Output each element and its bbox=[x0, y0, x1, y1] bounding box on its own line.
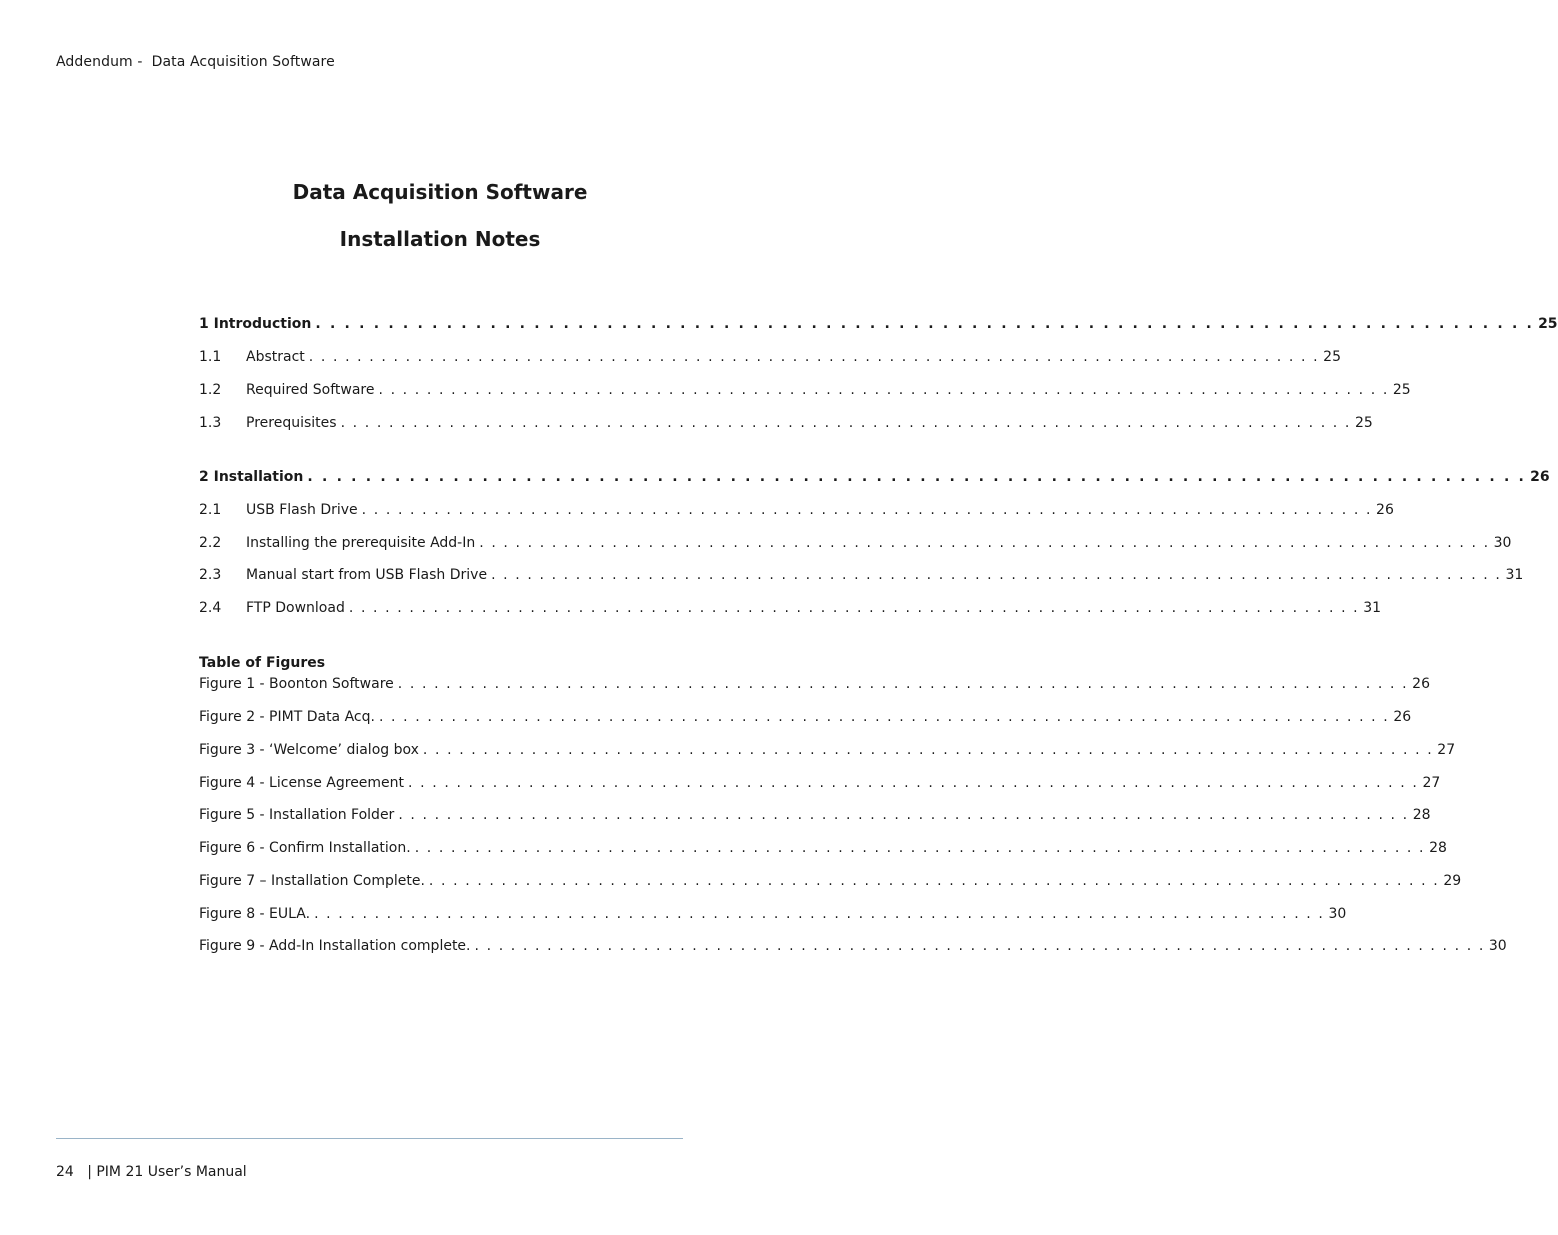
toc-section-entry bbox=[199, 600, 1382, 620]
figure-list-entry bbox=[199, 676, 1430, 696]
figure-entry-label: Figure 1 - Boonton Software bbox=[199, 676, 394, 692]
toc-entry-number: 2.3 bbox=[199, 567, 222, 583]
dot-leader: . . . . . . . . . . . . . . . . . . . . . . . . . . . . . . . . . . . . . . . . . . . . . . . . . . . . . . . . . . . . . . . . . . . . . . . . . . . . . . . . . . . . bbox=[414, 840, 1426, 856]
toc-entry-label: Manual start from USB Flash Drive bbox=[246, 567, 488, 583]
page-footer bbox=[56, 1164, 247, 1180]
toc-chapter-entry bbox=[199, 316, 1558, 336]
figure-entry-page: 30 bbox=[1328, 906, 1347, 922]
toc-entry-page: 25 bbox=[1392, 382, 1411, 398]
toc-chapter-entry bbox=[199, 469, 1550, 489]
dot-leader: . . . . . . . . . . . . . . . . . . . . . . . . . . . . . . . . . . . . . . . . . . . . . . . . . . . . . . . . . . . . . . . . . . . . . . . . . . . . . . . . . . . . bbox=[378, 382, 1389, 398]
footer-divider bbox=[56, 1138, 683, 1139]
toc-entry-label: Abstract bbox=[246, 349, 305, 365]
toc-entry-page: 31 bbox=[1505, 567, 1524, 583]
toc-entry-number: 2.4 bbox=[199, 600, 222, 616]
dot-leader: . . . . . . . . . . . . . . . . . . . . . . . . . . . . . . . . . . . . . . . . . . . . . . . . . . . . . . . . . . . . . . . . . . . . . . . . . . . . . . . . . . . . bbox=[340, 415, 1351, 431]
dot-leader: . . . . . . . . . . . . . . . . . . . . . . . . . . . . . . . . . . . . . . . . . . . . . . . . . . . . . . . . . . . . . . . . . . . . . . . . . . . . . . . . . . . . bbox=[314, 906, 1325, 922]
figure-list-entry bbox=[199, 840, 1447, 860]
footer-manual-title: | PIM 21 User’s Manual bbox=[87, 1164, 247, 1180]
figure-entry-page: 26 bbox=[1412, 676, 1430, 692]
toc-entry-number: 1.2 bbox=[199, 382, 222, 398]
toc-section-entry bbox=[199, 567, 1524, 587]
toc-entry-label: FTP Download bbox=[246, 600, 345, 616]
toc-entry-page: 26 bbox=[1376, 502, 1394, 518]
dot-leader: . . . . . . . . . . . . . . . . . . . . . . . . . . . . . . . . . . . . . . . . . . . . . . . . . . . . . . . . . . . . . . . . . . . . . . . . . . . . . . . . . . . . bbox=[348, 600, 1360, 616]
toc-entry-label: Installing the prerequisite Add-In bbox=[246, 535, 476, 551]
toc-section-entry bbox=[199, 502, 1394, 522]
dot-leader: . . . . . . . . . . . . . . . . . . . . . . . . . . . . . . . . . . . . . . . . . . . . . . . . . . . . . . . . . . . . . . . . . . . . . . . . . . . . . . . . . . . . bbox=[479, 535, 1490, 551]
figure-entry-label: Figure 7 – Installation Complete. bbox=[199, 873, 425, 889]
figure-entry-page: 30 bbox=[1488, 938, 1507, 954]
dot-leader: . . . . . . . . . . . . . . . . . . . . . . . . . . . . . . . . . . . . . . . . . . . . . . . . . . . . . . . . . . . . . . . . . . . . . . . . . . . . . . . . . . . . bbox=[428, 873, 1440, 889]
dot-leader: . . . . . . . . . . . . . . . . . . . . . . . . . . . . . . . . . . . . . . . . . . . . . . . . . . . . . . . . . . . . . . . . . . . . . . . . . . . . . . . . . . . . bbox=[491, 567, 1502, 583]
figure-entry-label: Figure 6 - Confirm Installation. bbox=[199, 840, 411, 856]
figures-heading: Table of Figures bbox=[199, 655, 326, 671]
toc-entry-number: 1.3 bbox=[199, 415, 222, 431]
dot-leader: . . . . . . . . . . . . . . . . . . . . . . . . . . . . . . . . . . . . . . . . . . . . . . . . . . . . . . . . . . . . . . . . . . . . . . . . . . . . . . . . . . . . bbox=[315, 316, 1535, 332]
figure-entry-page: 26 bbox=[1393, 709, 1412, 725]
figure-list-entry bbox=[199, 938, 1507, 958]
toc-entry-page: 25 bbox=[1354, 415, 1373, 431]
toc-entry-label: Prerequisites bbox=[246, 415, 337, 431]
toc-section-entry bbox=[199, 535, 1512, 555]
document-subtitle: Installation Notes bbox=[339, 227, 541, 251]
figure-entry-label: Figure 2 - PIMT Data Acq. bbox=[199, 709, 375, 725]
toc-entry-label: Required Software bbox=[246, 382, 375, 398]
figure-entry-label: Figure 3 - ‘Welcome’ dialog box bbox=[199, 742, 419, 758]
figure-list-entry bbox=[199, 906, 1347, 926]
dot-leader: . . . . . . . . . . . . . . . . . . . . . . . . . . . . . . . . . . . . . . . . . . . . . . . . . . . . . . . . . . . . . . . . . . . . . . . . . . . . . . . . . . . . bbox=[307, 469, 1527, 485]
toc-entry-number: 1 Introduction bbox=[199, 316, 312, 332]
figure-entry-label: Figure 5 - Installation Folder bbox=[199, 807, 395, 823]
dot-leader: . . . . . . . . . . . . . . . . . . . . . . . . . . . . . . . . . . . . . . . . . . . . . . . . . . . . . . . . . . . . . . . . . . . . . . . . . . . . . . . . . . . . bbox=[398, 807, 1409, 823]
toc-entry-number: 1.1 bbox=[199, 349, 222, 365]
figure-entry-label: Figure 4 - License Agreement bbox=[199, 775, 405, 791]
figure-list-entry bbox=[199, 873, 1462, 893]
toc-entry-page: 25 bbox=[1538, 316, 1558, 332]
figure-list-entry bbox=[199, 709, 1412, 729]
toc-entry-number: 2.1 bbox=[199, 502, 222, 518]
figure-entry-label: Figure 9 - Add-In Installation complete. bbox=[199, 938, 471, 954]
toc-section-entry bbox=[199, 415, 1373, 435]
toc-entry-page: 25 bbox=[1323, 349, 1341, 365]
figure-entry-page: 27 bbox=[1437, 742, 1456, 758]
figure-entry-page: 28 bbox=[1429, 840, 1447, 856]
footer-page-number: 24 bbox=[56, 1164, 74, 1180]
figure-entry-page: 27 bbox=[1422, 775, 1441, 791]
dot-leader: . . . . . . . . . . . . . . . . . . . . . . . . . . . . . . . . . . . . . . . . . . . . . . . . . . . . . . . . . . . . . . . . . . . . . . . . . . . . . . . . . . . . bbox=[361, 502, 1373, 518]
figure-list-entry bbox=[199, 807, 1431, 827]
dot-leader: . . . . . . . . . . . . . . . . . . . . . . . . . . . . . . . . . . . . . . . . . . . . . . . . . . . . . . . . . . . . . . . . . . . . . . . . . . . . . . . . . . . . bbox=[378, 709, 1390, 725]
figure-entry-label: Figure 8 - EULA. bbox=[199, 906, 311, 922]
toc-section-entry bbox=[199, 382, 1411, 402]
toc-entry-page: 26 bbox=[1530, 469, 1550, 485]
running-header: Addendum - Data Acquisition Software bbox=[56, 54, 335, 70]
figure-list-entry bbox=[199, 775, 1441, 795]
dot-leader: . . . . . . . . . . . . . . . . . . . . . . . . . . . . . . . . . . . . . . . . . . . . . . . . . . . . . . . . . . . . . . . . . . . . . . . . . . . . . . . . . . . . bbox=[308, 349, 1320, 365]
dot-leader: . . . . . . . . . . . . . . . . . . . . . . . . . . . . . . . . . . . . . . . . . . . . . . . . . . . . . . . . . . . . . . . . . . . . . . . . . . . . . . . . . . . . bbox=[474, 938, 1485, 954]
document-title: Data Acquisition Software bbox=[292, 180, 588, 204]
figure-entry-page: 29 bbox=[1443, 873, 1462, 889]
figure-list-entry bbox=[199, 742, 1456, 762]
toc-entry-label: USB Flash Drive bbox=[246, 502, 358, 518]
toc-entry-number: 2.2 bbox=[199, 535, 222, 551]
dot-leader: . . . . . . . . . . . . . . . . . . . . . . . . . . . . . . . . . . . . . . . . . . . . . . . . . . . . . . . . . . . . . . . . . . . . . . . . . . . . . . . . . . . . bbox=[422, 742, 1434, 758]
toc-entry-page: 31 bbox=[1363, 600, 1382, 616]
toc-section-entry bbox=[199, 349, 1341, 369]
figure-entry-page: 28 bbox=[1412, 807, 1431, 823]
dot-leader: . . . . . . . . . . . . . . . . . . . . . . . . . . . . . . . . . . . . . . . . . . . . . . . . . . . . . . . . . . . . . . . . . . . . . . . . . . . . . . . . . . . . bbox=[397, 676, 1409, 692]
dot-leader: . . . . . . . . . . . . . . . . . . . . . . . . . . . . . . . . . . . . . . . . . . . . . . . . . . . . . . . . . . . . . . . . . . . . . . . . . . . . . . . . . . . . bbox=[408, 775, 1419, 791]
toc-entry-page: 30 bbox=[1493, 535, 1512, 551]
toc-entry-number: 2 Installation bbox=[199, 469, 304, 485]
